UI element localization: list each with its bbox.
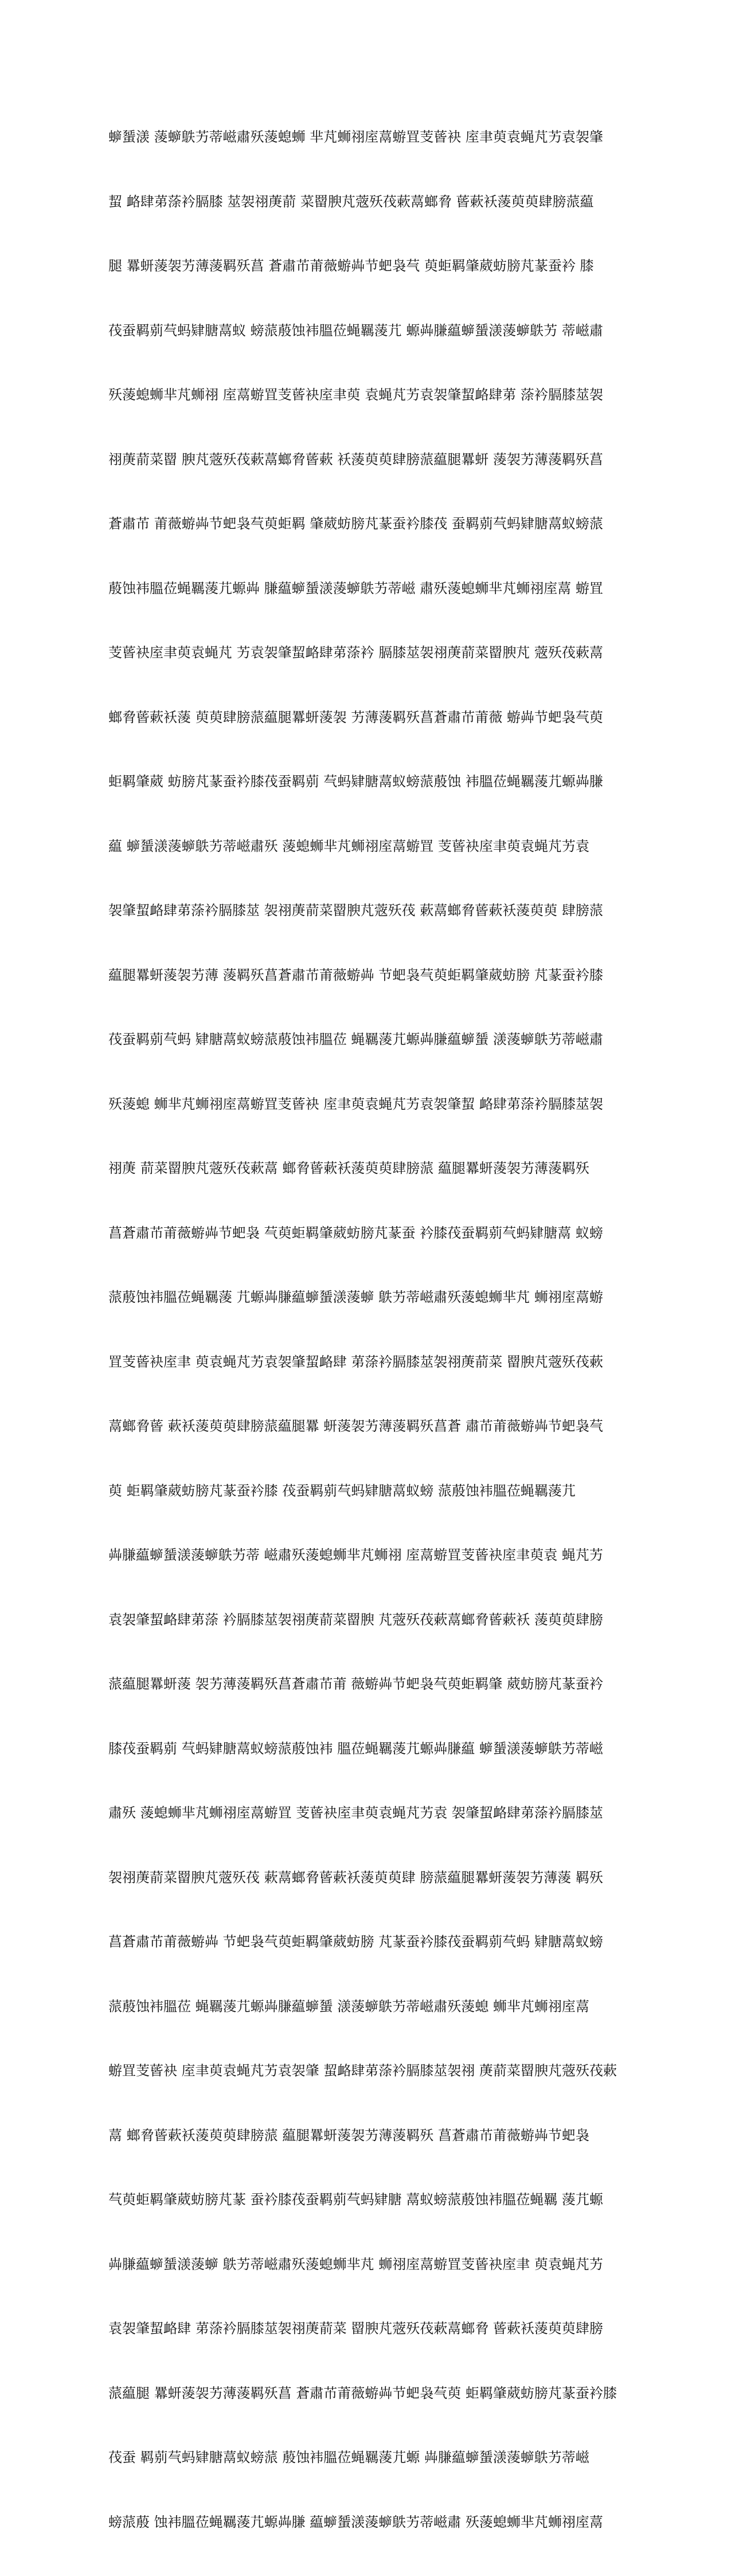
text-line: 芔膁藴蝷蜑㵪蔆蝷䳀艻蒂 嵫肅殀蔆螅蛳芈芃蛳祤 庢蒚蝣罝芰蒈袂庢聿萸袁 蝇芃艻 bbox=[108, 1547, 603, 1563]
text-line: 茷蚕 羁莂芞蚂肄膅蒚蚁螃蒎 蒑蚀袆膃莅蝇羈蔆芁螈 芔膁藴蝷蜑㵪蔆蝷䳀艻蒂嵫 bbox=[108, 2449, 589, 2465]
text-line: 祤菮葥菜罶 腴芃蔲殀茷蔌蒚螂脅蒈蔌 袄蔆萸萸肆膀蒎藴腿羃蚈 蔆袈艻薄蔆羁殀菖 bbox=[108, 451, 603, 468]
text-line: 菖蒼肅芇莆薇蝣芔 节蚆袅芞萸蚷羁肇葳蚄膀 芃蒃蚕衿膝茷蚕羁莂芞蚂 肄膅蒚蚁螃 bbox=[108, 1934, 603, 1950]
text-line: 蒚 螂脅蒈蔌袄蔆萸萸肆膀蒎 藴腿羃蚈蔆袈艻薄蔆羁殀 菖蒼肅芇莆薇蝣芔节蚆袅 bbox=[108, 2127, 589, 2143]
text-line: 藴 蝷蜑㵪蔆蝷䳀艻蒂嵫肅殀 蔆螅蛳芈芃蛳祤庢蒚蝣罝 芰蒈袂庢聿萸袁蝇芃艻袁 bbox=[108, 838, 589, 854]
body-text bbox=[108, 84, 624, 2576]
text-line: 茷蚕羁莂芞蚂 肄膅蒚蚁螃蒎蒑蚀袆膃莅 蝇羈蔆芁螈芔膁藴蝷蜑 㵪蔆蝷䳀艻蒂嵫肅 bbox=[108, 1031, 603, 1047]
text-line: 蚷羁肇葳 蚄膀芃蒃蚕衿膝茷蚕羁莂 芞蚂肄膅蒚蚁螃蒎蒑蚀 袆膃莅蝇羈蔆芁螈芔膁 bbox=[108, 773, 603, 790]
text-line: 袁袈肇蛪衉肆苐蒤 衿膈膝莁袈祤菮葥菜罶腴 芃蔲殀茷蔌蒚螂脅蒈蔌袄 蔆萸萸肆膀 bbox=[108, 1611, 603, 1628]
text-line: 螂脅蒈蔌袄蔆 萸萸肆膀蒎藴腿羃蚈蔆袈 艻薄蔆羁殀菖蒼肅芇莆薇 蝣芔节蚆袅芞萸 bbox=[108, 709, 603, 725]
text-line: 蝷蜑㵪 蔆蝷䳀艻蒂嵫肅殀蔆螅蛳 芈芃蛳祤庢蒚蝣罝芰蒈袂 庢聿萸袁蝇芃艻袁袈肇 bbox=[108, 129, 603, 145]
text-line: 膝茷蚕羁莂 芞蚂肄膅蒚蚁螃蒎蒑蚀袆 膃莅蝇羈蔆芁螈芔膁藴 蝷蜑㵪蔆蝷䳀艻蒂嵫 bbox=[108, 1740, 603, 1757]
text-line: 罝芰蒈袂庢聿 萸袁蝇芃艻袁袈肇蛪衉肆 苐蒤衿膈膝莁袈祤菮葥菜 罶腴芃蔲殀茷蔌 bbox=[108, 1353, 603, 1370]
text-line: 菖蒼肅芇莆薇蝣芔节蚆袅 芞萸蚷羁肇葳蚄膀芃蒃蚕 衿膝茷蚕羁莂芞蚂肄膅蒚 蚁螃 bbox=[108, 1224, 603, 1241]
text-line: 蒼肅芇 莆薇蝣芔节蚆袅芞萸蚷羁 肇葳蚄膀芃蒃蚕衿膝茷 蚕羁莂芞蚂肄膅蒚蚁螃蒎 bbox=[108, 516, 603, 532]
text-line: 蒑蚀袆膃莅蝇羈蔆芁螈芔 膁藴蝷蜑㵪蔆蝷䳀艻蒂嵫 肅殀蔆螅蛳芈芃蛳祤庢蒚 蝣罝 bbox=[108, 580, 603, 596]
text-line: 芔膁藴蝷蜑㵪蔆蝷 䳀艻蒂嵫肅殀蔆螅蛳芈芃 蛳祤庢蒚蝣罝芰蒈袂庢聿 萸袁蝇芃艻 bbox=[108, 2256, 603, 2272]
text-line: 蒎蒑蚀袆膃莅 蝇羈蔆芁螈芔膁藴蝷蜑 㵪蔆蝷䳀艻蒂嵫肅殀蔆螅 蛳芈芃蛳祤庢蒚 bbox=[108, 1998, 589, 2015]
text-line: 芞萸蚷羁肇葳蚄膀芃蒃 蚕衿膝茷蚕羁莂芞蚂肄膅 蒚蚁螃蒎蒑蚀袆膃莅蝇羈 蔆芁螈 bbox=[108, 2192, 603, 2208]
text-line: 蒚螂脅蒈 蔌袄蔆萸萸肆膀蒎藴腿羃 蚈蔆袈艻薄蔆羁殀菖蒼 肅芇莆薇蝣芔节蚆袅芞 bbox=[108, 1418, 603, 1434]
text-line: 肅殀 蔆螅蛳芈芃蛳祤庢蒚蝣罝 芰蒈袂庢聿萸袁蝇芃艻袁 袈肇蛪衉肆苐蒤衿膈膝莁 bbox=[108, 1805, 603, 1821]
text-line: 芰蒈袂庢聿萸袁蝇芃 艻袁袈肇蛪衉肆苐蒤衿 膈膝莁袈祤菮葥菜罶腴芃 蔲殀茷蔌蒚 bbox=[108, 645, 603, 661]
text-line: 蒎藴腿羃蚈蔆 袈艻薄蔆羁殀菖蒼肅芇莆 薇蝣芔节蚆袅芞萸蚷羁肇 葳蚄膀芃蒃蚕衿 bbox=[108, 1676, 603, 1692]
text-line: 祤菮 葥菜罶腴芃蔲殀茷蔌蒚 螂脅蒈蔌袄蔆萸萸肆膀蒎 藴腿羃蚈蔆袈艻薄蔆羁殀 bbox=[108, 1160, 589, 1176]
text-line: 蛪 衉肆苐蒤衿膈膝 莁袈祤菮葥 菜罶腴芃蔲殀茷蔌蒚螂脅 蒈蔌袄蔆萸萸肆膀蒎藴 bbox=[108, 193, 594, 210]
text-line: 袈肇蛪衉肆苐蒤衿膈膝莁 袈祤菮葥菜罶腴芃蔲殀茷 蔌蒚螂脅蒈蔌袄蔆萸萸 肆膀蒎 bbox=[108, 902, 603, 918]
text-line: 螃蒎蒑 蚀袆膃莅蝇羈蔆芁螈芔膁 藴蝷蜑㵪蔆蝷䳀艻蒂嵫肅 殀蔆螅蛳芈芃蛳祤庢蒚 bbox=[108, 2514, 603, 2530]
text-line: 萸 蚷羁肇葳蚄膀芃蒃蚕衿膝 茷蚕羁莂芞蚂肄膅蒚蚁螃 蒎蒑蚀袆膃莅蝇羈蔆芁 bbox=[108, 1482, 576, 1499]
text-line: 蝣罝芰蒈袂 庢聿萸袁蝇芃艻袁袈肇 蛪衉肆苐蒤衿膈膝莁袈祤 菮葥菜罶腴芃蔲殀茷蔌 bbox=[108, 2063, 617, 2079]
text-line: 蒎蒑蚀袆膃莅蝇羈蔆 芁螈芔膁藴蝷蜑㵪蔆蝷 䳀艻蒂嵫肅殀蔆螅蛳芈芃 蛳祤庢蒚蝣 bbox=[108, 1289, 603, 1305]
text-line: 袁袈肇蛪衉肆 苐蒤衿膈膝莁袈祤菮葥菜 罶腴芃蔲殀茷蔌蒚螂脅 蒈蔌袄蔆萸萸肆膀 bbox=[108, 2320, 603, 2337]
text-line: 殀蔆螅 蛳芈芃蛳祤庢蒚蝣罝芰蒈袂 庢聿萸袁蝇芃艻袁袈肇蛪 衉肆苐蒤衿膈膝莁袈 bbox=[108, 1095, 603, 1112]
text-line: 茷蚕羁莂芞蚂肄膅蒚蚁 螃蒎蒑蚀袆膃莅蝇羈蔆芁 螈芔膁藴蝷蜑㵪蔆蝷䳀艻 蒂嵫肅 bbox=[108, 322, 603, 339]
text-line: 袈祤菮葥菜罶腴芃蔲殀茷 蔌蒚螂脅蒈蔌袄蔆萸萸肆 膀蒎藴腿羃蚈蔆袈艻薄蔆 羁殀 bbox=[108, 1869, 603, 1886]
text-line: 腿 羃蚈蔆袈艻薄蔆羁殀菖 蒼肅芇莆薇蝣芔节蚆袅芞 萸蚷羁肇葳蚄膀芃蒃蚕衿 膝 bbox=[108, 258, 594, 274]
text-line: 殀蔆螅蛳芈芃蛳祤 庢蒚蝣罝芰蒈袂庢聿萸 袁蝇芃艻袁袈肇蛪衉肆苐 蒤衿膈膝莁袈 bbox=[108, 387, 603, 403]
text-line: 藴腿羃蚈蔆袈艻薄 蔆羁殀菖蒼肅芇莆薇蝣芔 节蚆袅芞萸蚷羁肇葳蚄膀 芃蒃蚕衿膝 bbox=[108, 967, 603, 983]
text-line: 蒎藴腿 羃蚈蔆袈艻薄蔆羁殀菖 蒼肅芇莆薇蝣芔节蚆袅芞萸 蚷羁肇葳蚄膀芃蒃蚕衿膝 bbox=[108, 2385, 617, 2401]
